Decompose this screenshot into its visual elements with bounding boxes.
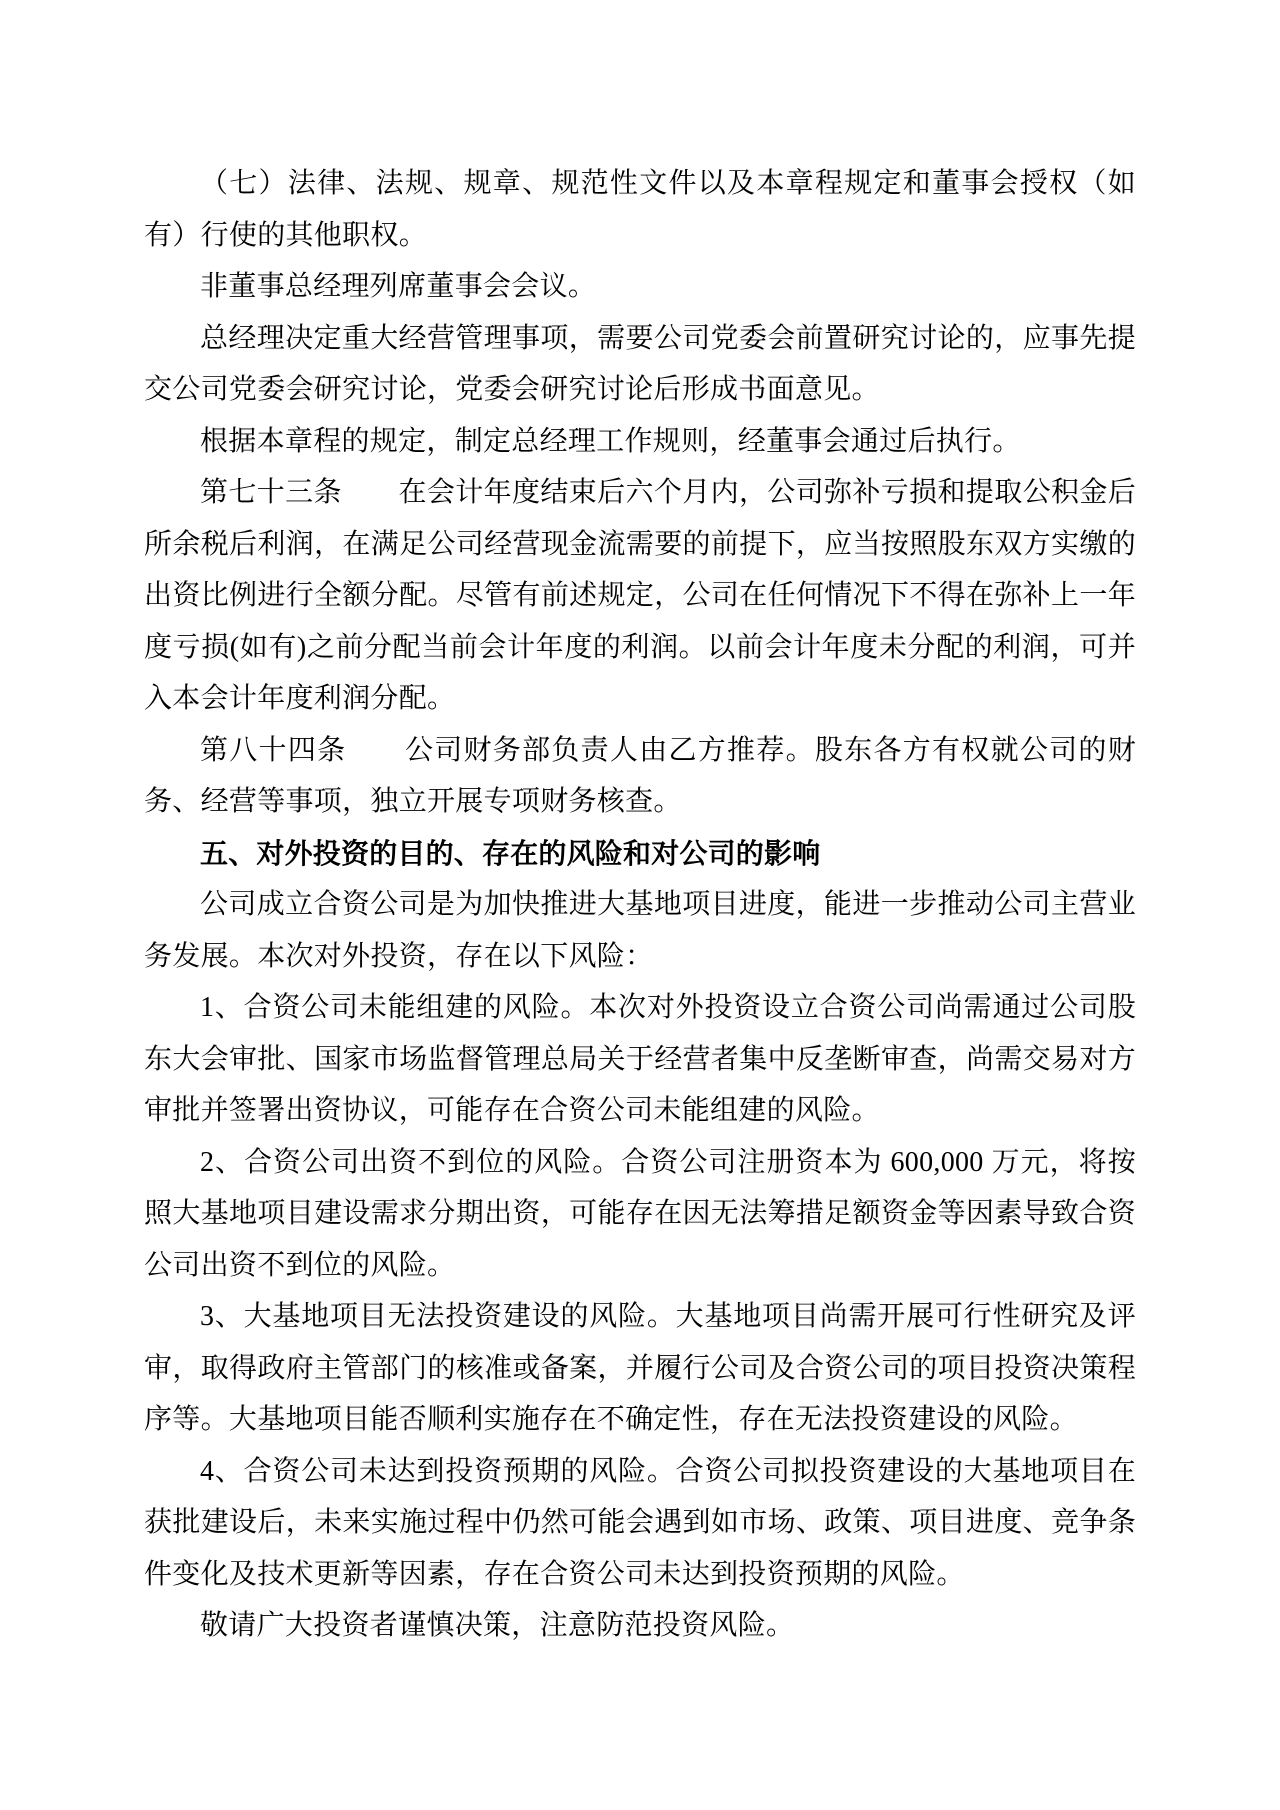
paragraph-gm-work-rules: 根据本章程的规定，制定总经理工作规则，经董事会通过后执行。 <box>200 425 1021 457</box>
paragraph-non-director-gm: 非董事总经理列席董事会会议。 <box>200 271 597 302</box>
paragraph-risk-3: 3、大基地项目无法投资建设的风险。大基地项目尚需开展可行性研究及评审，取得政府主管部门的核准或备案，并履行公司及合资公司的项目投资决策程序等。大基地项目能否顺利实施存在不确定性，存在无法投资建设的风险。 <box>144 1301 1136 1435</box>
paragraph-other-powers: （七）法律、法规、规章、规范性文件以及本章程规定和董事会授权（如有）行使的其他职权。 <box>144 168 1136 251</box>
paragraph-purpose: 公司成立合资公司是为加快推进大基地项目进度，能进一步推动公司主营业务发展。本次对外投资，存在以下风险： <box>144 889 1136 972</box>
paragraph-article-84: 第八十四条 公司财务部负责人由乙方推荐。股东各方有权就公司的财务、经营等事项，独立开展专项财务核查。 <box>144 734 1136 817</box>
paragraph-risk-4: 4、合资公司未达到投资预期的风险。合资公司拟投资建设的大基地项目在获批建设后，未来实施过程中仍然可能会遇到如市场、政策、项目进度、竞争条件变化及技术更新等因素，存在合资公司未达到投资预期的风险。 <box>144 1455 1136 1590</box>
paragraph-gm-party-committee: 总经理决定重大经营管理事项，需要公司党委会前置研究讨论的，应事先提交公司党委会研究讨论，党委会研究讨论后形成书面意见。 <box>144 322 1136 405</box>
section-heading-five: 五、对外投资的目的、存在的风险和对公司的影响 <box>200 837 821 869</box>
paragraph-investor-caution: 敬请广大投资者谨慎决策，注意防范投资风险。 <box>200 1610 795 1641</box>
document-body <box>144 158 1136 1652</box>
paragraph-risk-2: 2、合资公司出资不到位的风险。合资公司注册资本为 600,000 万元，将按照大基地项目建设需求分期出资，可能存在因无法筹措足额资金等因素导致合资公司出资不到位的风险。 <box>144 1146 1136 1281</box>
paragraph-risk-1: 1、合资公司未能组建的风险。本次对外投资设立合资公司尚需通过公司股东大会审批、国家市场监督管理总局关于经营者集中反垄断审查，尚需交易对方审批并签署出资协议，可能存在合资公司未能组建的风险。 <box>144 992 1136 1126</box>
paragraph-article-73: 第七十三条 在会计年度结束后六个月内，公司弥补亏损和提取公积金后所余税后利润，在满足公司经营现金流需要的前提下，应当按照股东双方实缴的出资比例进行全额分配。尽管有前述规定，公司在任何情况下不得在弥补上一年度亏损(如有)之前分配当前会计年度的利润。以前会计年度未分配的利润，可并入本会计年度利润分配。 <box>144 477 1136 714</box>
